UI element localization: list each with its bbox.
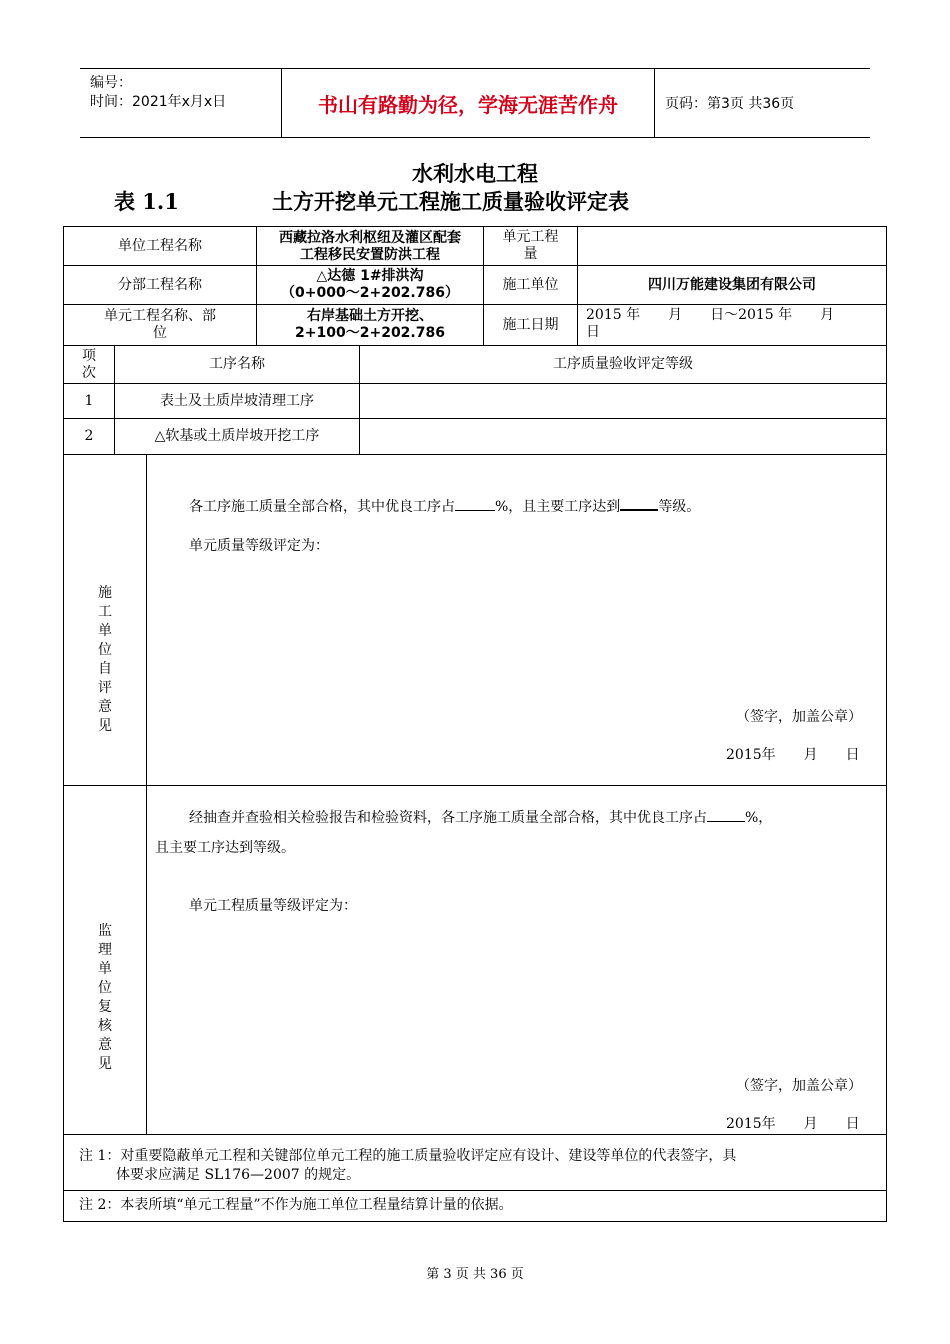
contractor-value: 四川万能建设集团有限公司: [648, 276, 816, 293]
label-char: 监理: [98, 923, 112, 958]
contractor-opinion-label: [64, 455, 146, 785]
sub-project-value: [257, 266, 483, 304]
motto-text: 书山有路勤为径，学海无涯苦作舟: [282, 69, 655, 137]
construction-date-value: [586, 307, 884, 341]
contractor-opinion-line1: [189, 497, 700, 516]
label-char: 单位: [98, 623, 112, 658]
supervisor-excellent-ratio-blank: [707, 809, 745, 822]
excellent-ratio-blank: [455, 498, 495, 511]
label-char: 单位: [98, 961, 112, 996]
element-quantity-label: [484, 227, 577, 265]
supervisor-sign-note: （签字，加盖公章）: [736, 1078, 862, 1094]
label-char: 意见: [98, 1037, 112, 1072]
sub-project-value-line2: （0+000～2+202.786）: [281, 285, 459, 301]
contractor-sign-note: （签字，加盖公章）: [736, 709, 862, 725]
contractor-line1-text-a: 各工序施工质量全部合格，其中优良工序占: [189, 499, 455, 515]
element-name-value-line1: 右岸基础土方开挖、: [307, 308, 433, 324]
unit-project-label: 单位工程名称: [118, 237, 202, 254]
supervisor-sign-date: 2015年 月 日: [726, 1116, 860, 1132]
document-time-label: 时间：2021年x月x日: [90, 94, 227, 110]
element-quantity-label-line1: 单元工程: [502, 229, 559, 245]
supervisor-opinion-label: [64, 786, 146, 1134]
table-number: 表 1.1: [114, 189, 179, 214]
element-quantity-value: [578, 227, 886, 265]
document-number-label: 编号：: [90, 75, 132, 91]
header-meta-cell: [80, 69, 282, 137]
element-name-label: [64, 305, 256, 345]
process-item-name: △软基或土质岸坡开挖工序: [154, 428, 320, 444]
sub-project-label: 分部工程名称: [118, 276, 202, 293]
sub-project-value-line1: △达德 1#排洪沟: [316, 268, 424, 284]
unit-project-value: [257, 229, 483, 265]
table-title: 土方开挖单元工程施工质量验收评定表: [272, 190, 629, 214]
evaluation-table: [63, 226, 887, 1222]
contractor-opinion-label-text: [95, 584, 115, 736]
note-2: 注 2：本表所填“单元工程量”不作为施工单位工程量结算计量的依据。: [79, 1197, 513, 1213]
supervisor-opinion-label-text: [95, 922, 115, 1074]
note-1-line1: 注 1：对重要隐蔽单元工程和关键部位单元工程的施工质量验收评定应有设计、建设等单位的代表签字，具: [79, 1148, 737, 1164]
col-item-no-line1: 项: [82, 347, 96, 364]
note-1-line2: 体要求应满足 SL176—2007 的规定。: [116, 1167, 361, 1183]
contractor-label: 施工单位: [502, 276, 559, 293]
construction-date-label: 施工日期: [502, 316, 559, 333]
unit-project-value-line1: 西藏拉洛水利枢纽及灌区配套: [279, 230, 461, 246]
element-name-label-line2: 位: [153, 325, 167, 341]
label-char: 自评: [98, 661, 112, 696]
supervisor-opinion-line3: 单元工程质量等级评定为：: [189, 898, 357, 914]
element-name-value-line2: 2+100～2+202.786: [295, 325, 445, 341]
construction-date-line2: 日: [586, 324, 600, 340]
contractor-line1-text-c: 等级。: [658, 499, 701, 515]
col-item-no-line2: 次: [82, 364, 96, 381]
label-char: 意见: [98, 699, 112, 734]
col-process-grade-header: 工序质量验收评定等级: [553, 356, 693, 372]
unit-project-value-line2: 工程移民安置防洪工程: [300, 247, 440, 263]
element-name-label-line1: 单元工程名称、部: [104, 308, 216, 324]
document-header: [80, 68, 870, 138]
element-name-value: [257, 305, 483, 345]
contractor-opinion-line2: 单元质量等级评定为：: [189, 538, 329, 554]
contractor-sign-date: 2015年 月 日: [726, 747, 860, 763]
supervisor-opinion-line2: 且主要工序达到等级。: [155, 840, 295, 856]
page-info: 页码：第3页 共36页: [665, 96, 795, 112]
process-item-grade: [360, 384, 886, 418]
main-process-grade-blank: [620, 497, 658, 511]
process-item-grade: [360, 419, 886, 454]
construction-date-line1: 2015 年 月 日～2015 年 月: [586, 307, 835, 323]
label-char: 施工: [98, 585, 112, 620]
supervisor-opinion-line1: [189, 809, 772, 827]
process-item-no: 1: [84, 392, 94, 409]
supervisor-line1-text-b: %，: [745, 810, 773, 826]
col-process-name-header: 工序名称: [209, 356, 265, 372]
process-item-no: 2: [84, 428, 94, 444]
process-item-name: 表土及土质岸坡清理工序: [160, 392, 314, 409]
title-line1: 水利水电工程: [412, 162, 538, 186]
element-quantity-label-line2: 量: [523, 246, 538, 262]
supervisor-line1-text-a: 经抽查并查验相关检验报告和检验资料，各工序施工质量全部合格，其中优良工序占: [189, 810, 707, 826]
col-item-no-header: [64, 346, 114, 383]
contractor-line1-text-b: %，且主要工序达到: [495, 499, 621, 515]
label-char: 复核: [98, 999, 112, 1034]
page-footer: 第 3 页 共 36 页: [426, 1267, 524, 1282]
